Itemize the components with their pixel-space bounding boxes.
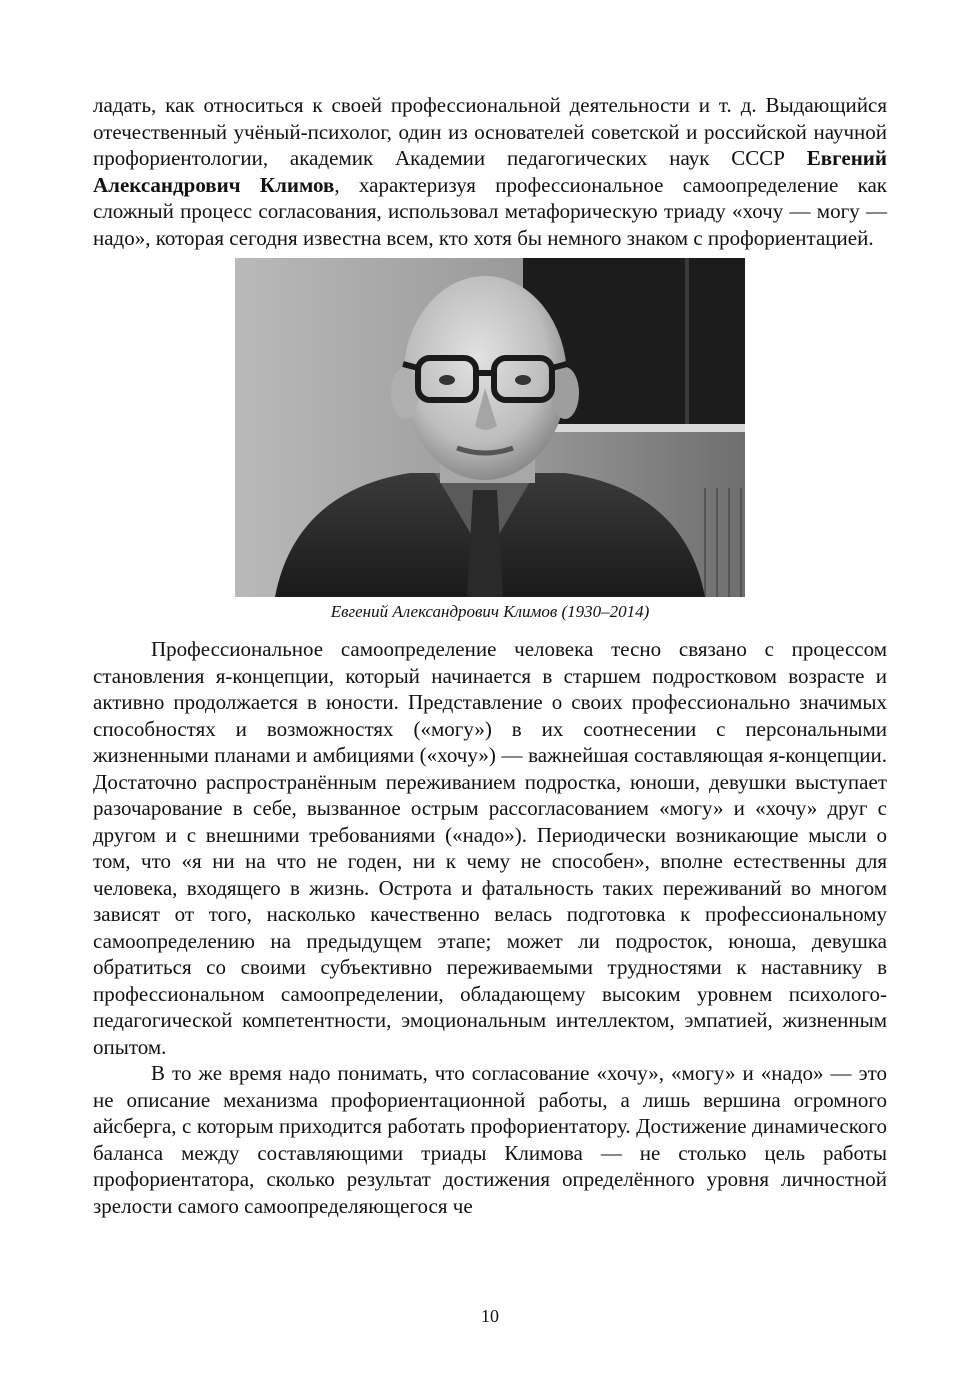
page-number: 10 [481, 1306, 499, 1326]
paragraph-1-text-b: , характеризуя профессиональное самоопределение как сложный процесс согласования, использовал метафорическую триаду «хочу — могу — надо», которая сегодня известна всем, кто хотя бы немного знаком с профориентацией. [93, 172, 887, 250]
paragraph-3: В то же время надо понимать, что согласование «хочу», «могу» и «надо» — это не описание механизма профориентационной работы, а лишь вершина огромного айсберга, с которым приходится работать профориентатору. Достижение динамического баланса между составляющими триады Климова — не столько цель работы профориентатора, сколько результат достижения определённого уровня личностной зрелости самого самоопределяющегося че [93, 1061, 887, 1218]
klimov-name-bold: Евгений Александрович Климов [93, 146, 887, 197]
portrait-figure [235, 258, 745, 623]
paragraph-1-text-a: ладать, как относиться к своей профессиональной деятельности и т. д. Выдающийся отечественный учёный-психолог, один из основателей советской и российской научной профориентологии, академик Академии педагогических наук СССР [93, 93, 887, 170]
figure-caption: Евгений Александрович Климов (1930–2014) [330, 602, 650, 621]
portrait-photo [235, 258, 745, 597]
paragraph-2: Профессиональное самоопределение человека тесно связано с процессом становления я-концепции, который начинается в старшем подростковом возрасте и активно продолжается в юности. Представление о своих профессионально значимых способностях и возможностях («могу») в их соотнесении с персональными жизненными планами и амбициями («хочу») — важнейшая составляющая я-концепции. Достаточно распространённым переживанием подростка, юноши, девушки выступает разочарование в себе, вызванное острым рассогласованием «могу» и «хочу» друг с другом и с внешними требованиями («надо»). Периодически возникающие мысли о том, что «я ни на что не годен, ни к чему не способен», вполне естественны для человека, входящего в жизнь. Острота и фатальность таких переживаний во многом зависят от того, насколько качественно велась подготовка к профессиональному самоопределению на предыдущем этапе; может ли подросток, юноша, девушка обратиться со своими субъективно переживаемыми трудностями к наставнику в профессиональном самоопределении, обладающему высоким уровнем психолого-педагогической компетентности, эмоциональным интеллектом, эмпатией, жизненным опытом. [93, 637, 887, 1059]
paragraph-1 [93, 92, 887, 251]
page-body [93, 92, 887, 1219]
